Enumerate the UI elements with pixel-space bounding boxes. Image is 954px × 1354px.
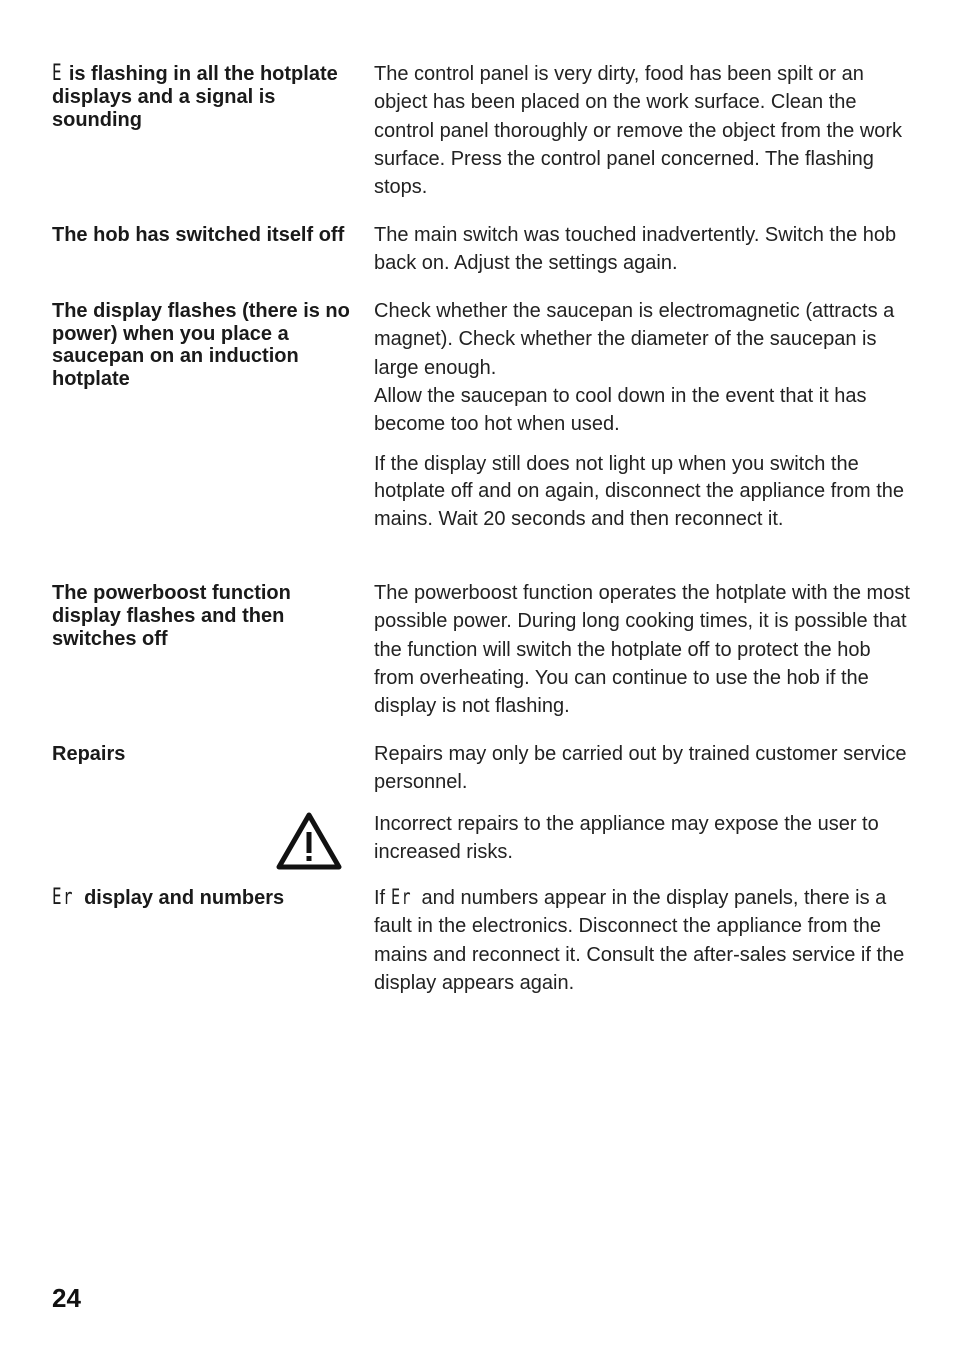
question-text: display and numbers: [84, 887, 285, 909]
entry-hob-switched-off-question: The hob has switched itself off: [52, 224, 345, 246]
entry-er-display-answer: [374, 883, 914, 997]
entry-display-flashes-question: The display flashes (there is no power) when you place a saucepan on an induction hotplate: [52, 300, 350, 390]
segment-er-symbol: Er: [390, 885, 412, 909]
entry-powerboost-question: The powerboost function display flashes and then switches off: [52, 582, 291, 650]
answer-text: and numbers appear in the display panels, there is a fault in the electronics. Disconnect the appliance from the mains and reconnect it. Consult the after-sales service if the display appears again.: [374, 887, 905, 994]
entry-hob-switched-off-answer: The main switch was touched inadvertently. Switch the hob back on. Adjust the settings again.: [374, 224, 897, 275]
entry-display-flashes-answer: [374, 297, 914, 438]
answer-prefix: If: [374, 887, 386, 909]
segment-e-symbol: E: [52, 61, 63, 86]
entry-display-flashes-answer-extra: If the display still does not light up when you switch the hotplate off and on again, disconnect the appliance from the mains. Wait 20 seconds and then reconnect it.: [374, 453, 905, 530]
entry-repairs-answer: Repairs may only be carried out by trained customer service personnel.: [374, 743, 907, 794]
segment-er-symbol: Er: [52, 885, 74, 910]
entry-powerboost-answer: The powerboost function operates the hotplate with the most possible power. During long cooking times, it is possible that the function will switch the hotplate off to protect the hob from overheating. You can continue to use the hob if the display is not flashing.: [374, 582, 910, 718]
entry-e-flashing-question: [52, 62, 352, 132]
entry-repairs-warning-text: Incorrect repairs to the appliance may expose the user to increased risks.: [374, 813, 879, 864]
warning-triangle-icon: [276, 811, 342, 871]
answer-paragraph: Check whether the saucepan is electromagnetic (attracts a magnet). Check whether the diameter of the saucepan is large enough.: [374, 300, 895, 379]
entry-e-flashing-answer: The control panel is very dirty, food has been spilt or an object has been placed on the work surface. Clean the control panel thoroughly or remove the object from the work surface. Press the control panel concerned. The flashing stops.: [374, 63, 903, 199]
question-text: is flashing in all the hotplate displays and a signal is sounding: [52, 63, 338, 131]
page-number: 24: [52, 1283, 81, 1313]
answer-paragraph: Allow the saucepan to cool down in the event that it has become too hot when used.: [374, 384, 867, 436]
entry-repairs-question: Repairs: [52, 743, 126, 765]
entry-er-display-question: [52, 886, 352, 910]
